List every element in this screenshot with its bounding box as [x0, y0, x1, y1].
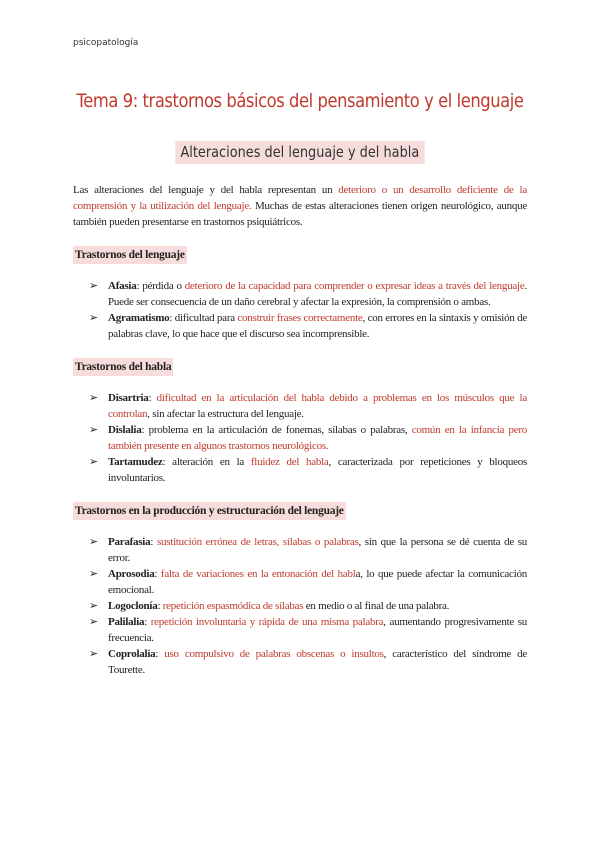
- intro-text-start: Las alteraciones del lenguaje y del habla representan un: [73, 184, 339, 196]
- term-label: Agramatismo: [108, 312, 170, 324]
- term-label: Logoclonía: [108, 600, 158, 612]
- item-highlight: dificultad en la articulación del habla debido a problemas en los músculos que la controlan: [108, 392, 527, 420]
- intro-highlight: deterioro o un desarrollo deficiente de la comprensión y la utilización del lenguaje.: [73, 184, 527, 212]
- list-item: [89, 534, 528, 566]
- arrow-bullet-icon: ➢: [89, 391, 98, 404]
- item-text: :: [154, 568, 161, 580]
- item-text: :: [144, 616, 151, 628]
- list-item: [89, 390, 527, 422]
- item-text: :: [155, 648, 165, 660]
- item-text: : dificultad para: [169, 312, 238, 324]
- bullet-list: [73, 278, 527, 342]
- list-item: [89, 566, 527, 598]
- item-highlight: repetición espasmódica de sílabas: [162, 600, 304, 612]
- intro-text-end: Muchas de estas alteraciones tienen origen neurológico, aunque también pueden presentarse en trastornos psiquiátricos.: [73, 200, 527, 228]
- item-text: : alteración en la: [162, 456, 251, 468]
- intro-paragraph: [73, 182, 527, 230]
- list-item: [89, 614, 527, 646]
- term-label: Tartamudez: [108, 456, 163, 468]
- arrow-bullet-icon: ➢: [89, 279, 98, 292]
- item-text: :: [148, 392, 157, 404]
- item-highlight: falta de variaciones en la entonación del habl: [160, 568, 356, 580]
- term-label: Disartria: [108, 392, 149, 404]
- item-highlight: deterioro de la capacidad para comprender o expresar ideas a través del lenguaje: [184, 280, 525, 292]
- item-highlight: construir frases correctamente: [237, 312, 363, 324]
- item-highlight: sustitución errónea de letras, sílabas o palabras: [156, 536, 359, 548]
- arrow-bullet-icon: ➢: [89, 423, 98, 436]
- arrow-bullet-icon: ➢: [89, 615, 98, 628]
- item-text: , aumentando progresivamente su frecuencia.: [108, 616, 527, 644]
- item-highlight: uso compulsivo de palabras obscenas o insultos: [164, 648, 384, 660]
- list-item: [89, 454, 527, 486]
- list-item: [89, 278, 527, 310]
- bullet-list: [73, 534, 527, 678]
- list-item: [89, 598, 527, 614]
- item-text: en medio o al final de una palabra.: [303, 600, 450, 612]
- section-produccion: [73, 502, 527, 678]
- arrow-bullet-icon: ➢: [89, 535, 98, 548]
- arrow-bullet-icon: ➢: [89, 311, 98, 324]
- section-heading: Trastornos del habla: [73, 358, 173, 376]
- term-label: Aprosodia: [108, 568, 155, 580]
- subtitle-container: [0, 141, 600, 164]
- section-subtitle: Alteraciones del lenguaje y del habla: [175, 141, 424, 164]
- document-header-label: psicopatología: [73, 38, 139, 48]
- item-text: , caracterizada por repeticiones y bloqueos involuntarios.: [108, 456, 527, 484]
- page-title: Tema 9: trastornos básicos del pensamiento y el lenguaje: [76, 90, 524, 112]
- section-heading: Trastornos en la producción y estructuración del lenguaje: [73, 502, 346, 520]
- arrow-bullet-icon: ➢: [89, 567, 98, 580]
- list-item: [89, 646, 527, 678]
- list-item: [89, 422, 527, 454]
- term-label: Afasia: [108, 280, 137, 292]
- item-text: : problema en la articulación de fonemas, sílabas o palabras,: [141, 424, 412, 436]
- term-label: Palilalia: [108, 616, 145, 628]
- section-lenguaje: [73, 246, 527, 342]
- item-text: , con errores en la sintaxis y omisión de palabras clave, lo que hace que el discurso sea incomprensible.: [108, 312, 528, 340]
- item-text: , sin que la persona se dé cuenta de su error.: [108, 536, 528, 564]
- arrow-bullet-icon: ➢: [89, 599, 98, 612]
- arrow-bullet-icon: ➢: [89, 455, 98, 468]
- item-highlight: común en la infancia pero también presente en algunos trastornos neurológicos.: [108, 424, 527, 452]
- bullet-list: [73, 390, 527, 486]
- item-text: , sin afectar la estructura del lenguaje.: [147, 408, 304, 420]
- term-label: Parafasia: [108, 536, 151, 548]
- term-label: Coprolalia: [108, 648, 156, 660]
- item-highlight: repetición involuntaria y rápida de una misma palabra: [150, 616, 384, 628]
- item-text: . Puede ser consecuencia de un daño cerebral y afectar la expresión, la comprensión o ambas.: [108, 280, 527, 308]
- section-heading: Trastornos del lenguaje: [73, 246, 187, 264]
- item-text: , característico del síndrome de Tourette.: [108, 648, 527, 676]
- document-body: [73, 182, 527, 678]
- item-text: :: [157, 600, 163, 612]
- list-item: [89, 310, 528, 342]
- item-text: : pérdida o: [136, 280, 185, 292]
- item-text: :: [150, 536, 157, 548]
- arrow-bullet-icon: ➢: [89, 647, 98, 660]
- section-habla: [73, 358, 527, 486]
- term-label: Dislalia: [108, 424, 142, 436]
- item-text: a, lo que puede afectar la comunicación emocional.: [108, 568, 527, 596]
- item-highlight: fluidez del habla: [250, 456, 329, 468]
